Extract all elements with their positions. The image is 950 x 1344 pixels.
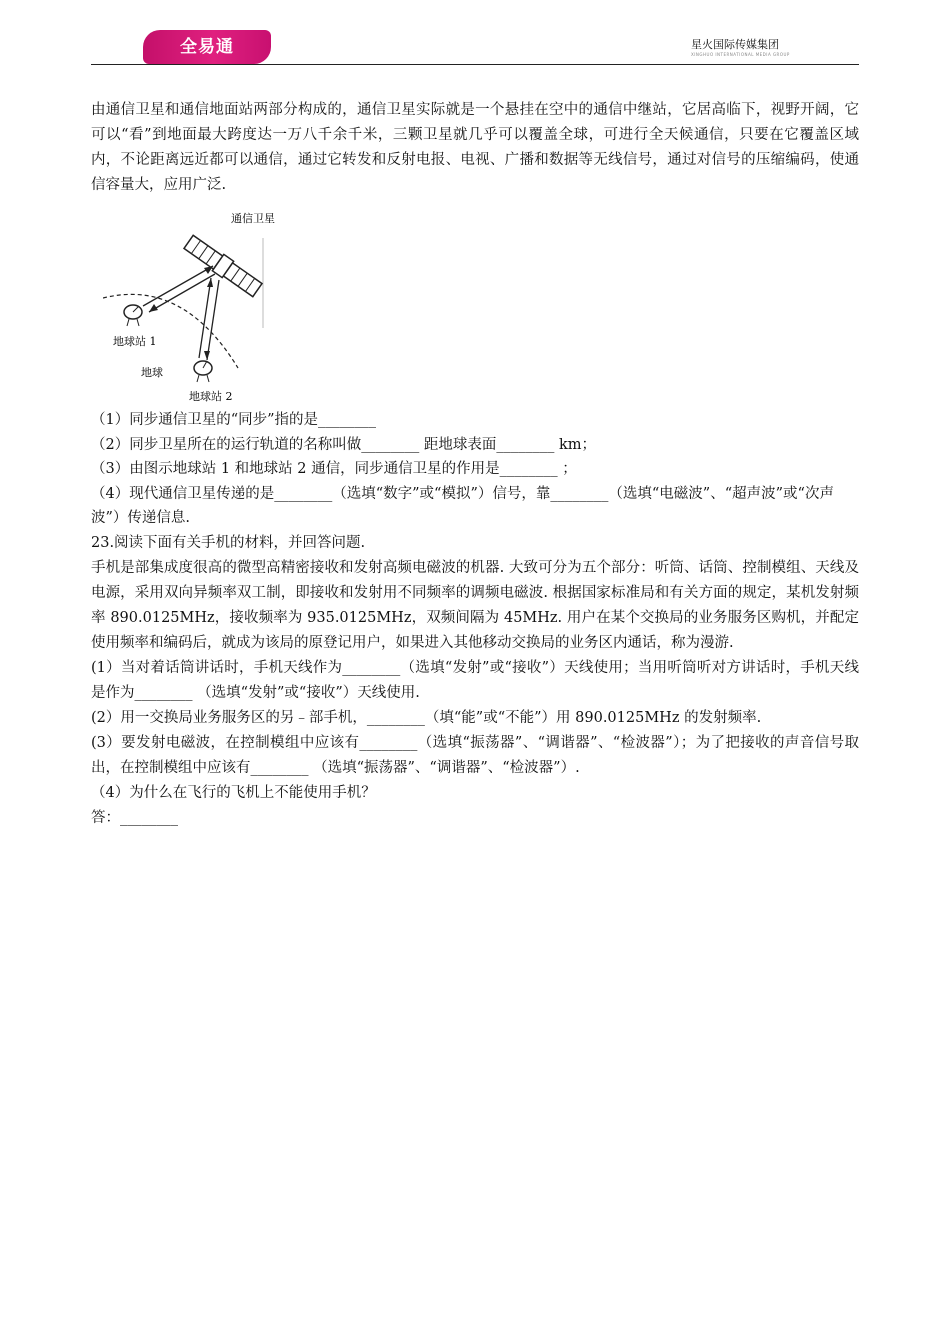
brand-logo: 全易通: [143, 30, 271, 64]
q22-item: （2）同步卫星所在的运行轨道的名称叫做________ 距地球表面________ km；: [91, 436, 596, 453]
earth-surface-arc: [103, 294, 238, 368]
satellite-diagram: [103, 208, 303, 408]
q23-question: (1）当对着话筒讲话时，手机天线作为________（选填“发射”或“接收”）天线使用；当用听筒听对方讲话时，手机天线是作为________ （选填“发射”或“接收”）天线使用.: [91, 659, 859, 701]
satellite-label: 通信卫星: [231, 212, 275, 225]
uplink-arrow: [204, 266, 213, 274]
q22-item: （3）由图示地球站 1 和地球站 2 通信，同步通信卫星的作用是________ ；: [91, 461, 577, 478]
q23-question: (2）用一交换局业务服务区的另﹣部手机，________（填“能”或“不能”）用 890.0125MHz 的发射频率.: [91, 709, 762, 726]
q22-item: （1）同步通信卫星的“同步”指的是________: [91, 412, 377, 428]
station2-dish-icon: [194, 361, 212, 382]
q23-material: 手机是部集成度很高的微型高精密接收和发射高频电磁波的机器. 大致可分为五个部分：听筒、话筒、控制模组、天线及电源，采用双向异频率双工制，即接收和发射用不同频率的调频电磁波. 根据国家标准局和有关方面的规定，某机发射频率 890.0125MHz，接收频率为 935.0125MHz，双频间隔为 45MHz. 用户在某个交换局的业务服务区购机，并配定使用频率和编码后，就成为该局的原登记用户，如果进入其他移动交换局的业务区内通话，称为漫游.: [91, 559, 859, 651]
org-subtitle: XINGHUO INTERNATIONAL MEDIA GROUP: [691, 52, 790, 57]
q23-question: (3）要发射电磁波，在控制模组中应该有________（选填“振荡器”、“调谐器”、“检波器”）；为了把接收的声音信号取出，在控制模组中应该有________ （选填“振荡器”、“调谐器”、“检波器”）.: [91, 734, 859, 776]
satellite-icon: [183, 234, 263, 299]
beam-arrow-up: [207, 278, 213, 287]
q23-title: 23.阅读下面有关手机的材料，并回答问题.: [91, 534, 366, 551]
header-rule: [91, 64, 859, 65]
org-name: 星火国际传媒集团: [691, 38, 779, 51]
intro-paragraph: 由通信卫星和通信地面站两部分构成的，通信卫星实际就是一个悬挂在空中的通信中继站，它居高临下，视野开阔，它可以“看”到地面最大跨度达一万八千余千米，三颗卫星就几乎可以覆盖全球，可进行全天候通信，只要在它覆盖区域内，不论距离远近都可以通信，通过它转发和反射电报、电视、广播和数据等无线信号，通过对信号的压缩编码，使通信容量大，应用广泛.: [91, 102, 859, 193]
downlink-arrow: [149, 304, 158, 312]
page-header: [0, 0, 950, 70]
answer-line: 答：________: [91, 809, 178, 826]
uplink-beam: [143, 266, 213, 306]
q22-item: （4）现代通信卫星传递的是________（选填“数字”或“模拟”）信号，靠________（选填“电磁波”、“超声波”或“次声波”）传递信息.: [91, 485, 834, 527]
earth-label: 地球: [141, 366, 163, 379]
q23-question: （4）为什么在飞行的飞机上不能使用手机？: [91, 784, 376, 801]
downlink-beam: [149, 274, 215, 312]
station1-label: 地球站 1: [113, 335, 157, 348]
beam-arrow-down: [204, 351, 210, 360]
station1-dish-icon: [124, 305, 142, 326]
station2-label: 地球站 2: [189, 390, 233, 403]
document-body: [91, 98, 859, 830]
satellite-figure: [103, 208, 303, 408]
